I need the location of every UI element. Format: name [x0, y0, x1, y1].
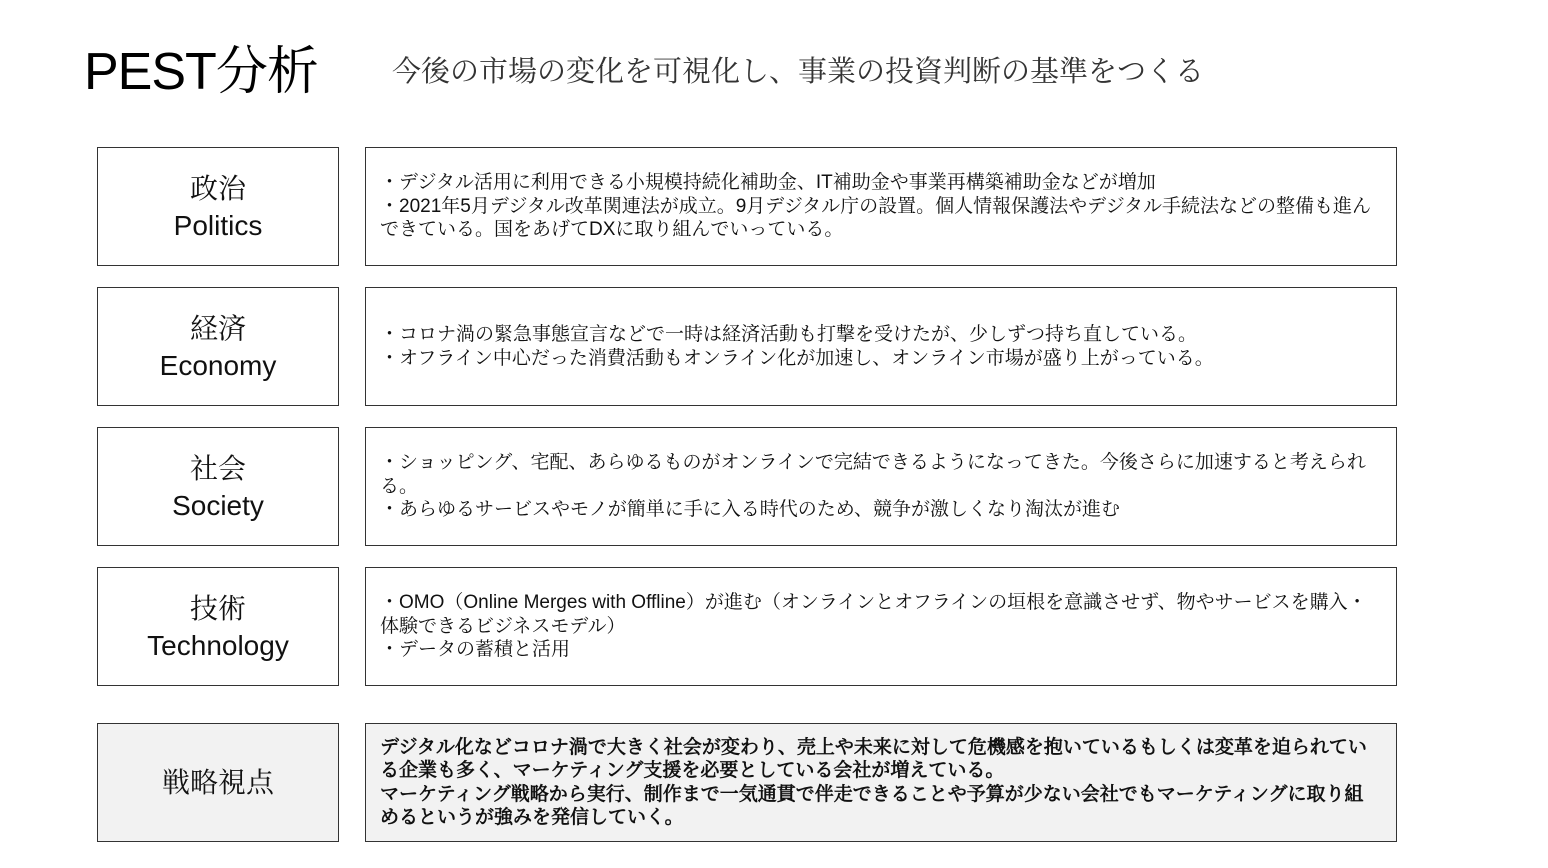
page-subtitle: 今後の市場の変化を可視化し、事業の投資判断の基準をつくる [392, 56, 1205, 88]
label-politics [97, 147, 339, 266]
content-politics [365, 147, 1397, 266]
label-economy-ja: 経済 [189, 312, 246, 344]
content-technology [365, 567, 1397, 686]
page-title: PEST分析 [84, 43, 318, 101]
content-strategy [365, 723, 1397, 842]
content-economy-line-1: ・コロナ渦の緊急事態宣言などで一時は経済活動も打撃を受けたが、少しずつ持ち直している。 [380, 324, 1198, 345]
content-society-line-2: ・あらゆるサービスやモノが簡単に手に入る時代のため、競争が激しくなり淘汰が進む [380, 499, 1121, 521]
label-society [97, 427, 339, 546]
content-strategy-line-1: デジタル化などコロナ渦で大きく社会が変わり、売上や未来に対して危機感を抱いているもしくは変革を迫られている企業も多く、マーケティング支援を必要としている会社が増えている。 [380, 736, 1367, 781]
label-politics-ja: 政治 [189, 172, 246, 204]
label-strategy [97, 723, 339, 842]
label-technology [97, 567, 339, 686]
label-society-ja: 社会 [189, 452, 246, 484]
content-politics-line-1: ・デジタル活用に利用できる小規模持続化補助金、IT補助金や事業再構築補助金などが増加 [380, 172, 1156, 194]
label-economy [97, 287, 339, 406]
label-technology-en: Technology [147, 629, 289, 661]
content-politics-line-2: ・2021年5月デジタル改革関連法が成立。9月デジタル庁の設置。個人情報保護法やデジタル手続法などの整備も進んできている。国をあげてDXに取り組んでいっている。 [380, 195, 1371, 241]
content-economy-line-2: ・オフライン中心だった消費活動もオンライン化が加速し、オンライン市場が盛り上がっている。 [380, 347, 1214, 369]
content-society [365, 427, 1397, 546]
content-economy [365, 287, 1397, 406]
label-economy-en: Economy [159, 349, 277, 381]
content-technology-line-1: ・OMO（Online Merges with Offline）が進む（オンラインとオフラインの垣根を意識させず、物やサービスを購入・体験できるビジネスモデル） [380, 592, 1367, 637]
content-technology-line-2: ・データの蓄積と活用 [380, 639, 571, 661]
label-strategy-text: 戦略視点 [161, 767, 274, 798]
content-society-line-1: ・ショッピング、宅配、あらゆるものがオンラインで完結できるようになってきた。今後さらに加速すると考えられる。 [380, 452, 1366, 497]
content-strategy-line-2: マーケティング戦略から実行、制作まで一気通貫で伴走できることや予算が少ない会社でもマーケティングに取り組めるというが強みを発信していく。 [380, 783, 1364, 828]
label-politics-en: Politics [173, 209, 263, 241]
label-society-en: Society [172, 489, 264, 521]
label-technology-ja: 技術 [189, 592, 246, 624]
